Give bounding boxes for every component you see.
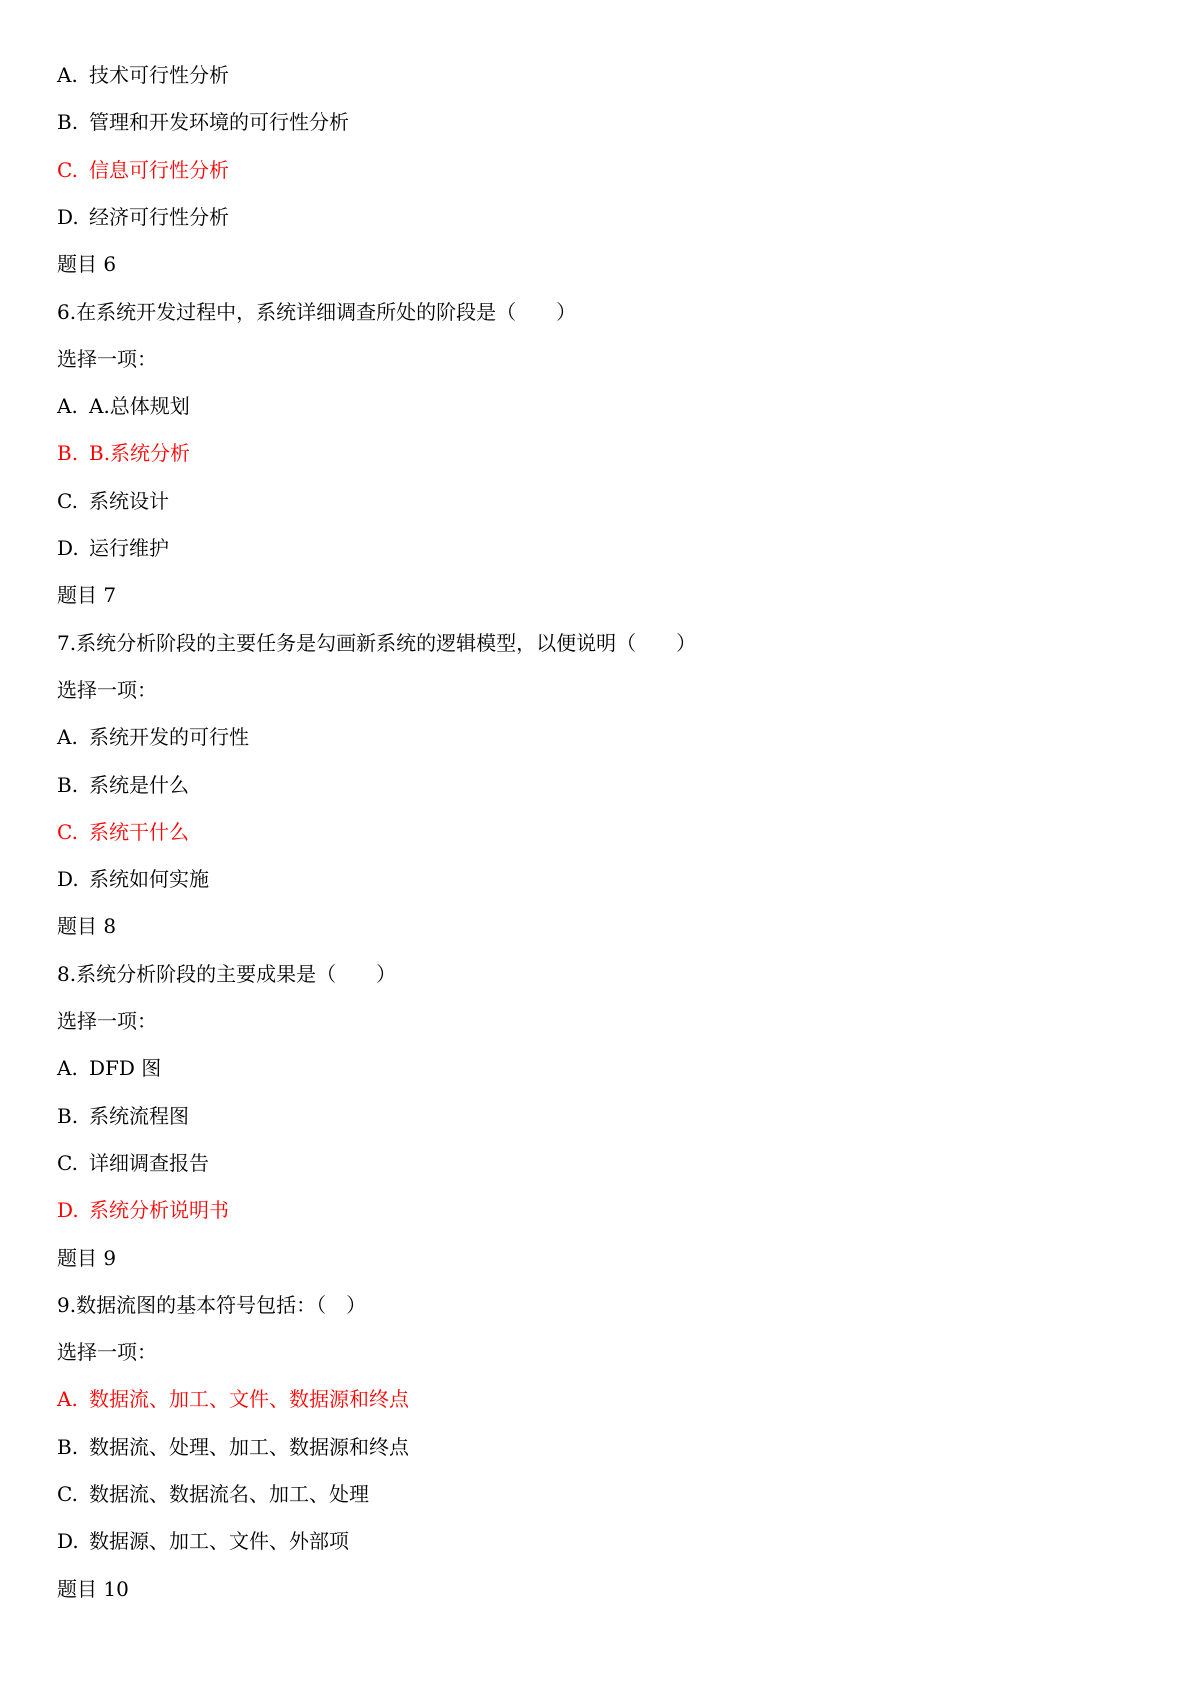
question-number-heading: 题目 9: [57, 1246, 117, 1270]
option-letter: C.: [57, 1151, 78, 1175]
option-text: 数据流、数据流名、加工、处理: [89, 1482, 369, 1506]
answer-option: [57, 1103, 189, 1129]
option-text: B.系统分析: [89, 441, 191, 465]
question-number-heading: 题目 8: [57, 914, 117, 938]
question-number-heading: 题目 7: [57, 583, 117, 607]
answer-option: [57, 1434, 409, 1460]
answer-option: [57, 866, 209, 892]
choose-one-prompt: 选择一项：: [57, 1009, 157, 1033]
option-letter: D.: [57, 1529, 79, 1553]
question-text: 7.系统分析阶段的主要任务是勾画新系统的逻辑模型，以便说明（ ）: [57, 631, 697, 655]
question-text: 6.在系统开发过程中，系统详细调查所处的阶段是（ ）: [57, 300, 577, 324]
option-letter: B.: [57, 1104, 79, 1128]
option-letter: D.: [57, 1198, 79, 1222]
question-text: 8.系统分析阶段的主要成果是（ ）: [57, 962, 397, 986]
answer-option: [57, 157, 229, 183]
option-text: 系统干什么: [89, 820, 189, 844]
option-letter: C.: [57, 158, 78, 182]
option-text: 技术可行性分析: [89, 63, 229, 87]
answer-option: [57, 204, 229, 230]
answer-option: [57, 488, 169, 514]
answer-option: [57, 724, 249, 750]
question-number-heading: 题目 6: [57, 252, 117, 276]
answer-option: [57, 1197, 229, 1223]
answer-option: [57, 1055, 161, 1081]
option-letter: B.: [57, 773, 79, 797]
option-text: DFD 图: [89, 1056, 162, 1080]
option-text: 系统流程图: [89, 1104, 189, 1128]
question-number-heading: 题目 10: [57, 1577, 129, 1601]
answer-option: [57, 1150, 209, 1176]
option-text: 详细调查报告: [89, 1151, 209, 1175]
answer-option: [57, 772, 189, 798]
option-text: 数据源、加工、文件、外部项: [89, 1529, 349, 1553]
option-letter: A.: [57, 394, 78, 418]
option-text: 系统开发的可行性: [89, 725, 249, 749]
answer-option: [57, 393, 190, 419]
option-text: 系统是什么: [89, 773, 189, 797]
answer-option: [57, 1528, 349, 1554]
option-text: 系统设计: [89, 489, 169, 513]
option-letter: C.: [57, 820, 78, 844]
option-text: 数据流、处理、加工、数据源和终点: [89, 1435, 409, 1459]
option-letter: B.: [57, 1435, 79, 1459]
option-letter: A.: [57, 725, 78, 749]
option-letter: B.: [57, 441, 79, 465]
option-text: 系统如何实施: [89, 867, 209, 891]
answer-option: [57, 1481, 369, 1507]
option-text: 信息可行性分析: [89, 158, 229, 182]
choose-one-prompt: 选择一项：: [57, 1340, 157, 1364]
option-text: 经济可行性分析: [89, 205, 229, 229]
answer-option: [57, 109, 349, 135]
option-letter: A.: [57, 1056, 78, 1080]
answer-option: [57, 440, 190, 466]
answer-option: [57, 1386, 409, 1412]
option-letter: C.: [57, 1482, 78, 1506]
option-letter: D.: [57, 205, 79, 229]
option-letter: C.: [57, 489, 78, 513]
option-letter: A.: [57, 1387, 78, 1411]
option-letter: B.: [57, 110, 79, 134]
option-letter: D.: [57, 536, 79, 560]
option-text: 系统分析说明书: [89, 1198, 229, 1222]
answer-option: [57, 535, 169, 561]
option-text: 运行维护: [89, 536, 169, 560]
question-text: 9.数据流图的基本符号包括：（ ）: [57, 1293, 367, 1317]
option-text: 管理和开发环境的可行性分析: [89, 110, 349, 134]
option-text: 数据流、加工、文件、数据源和终点: [89, 1387, 409, 1411]
choose-one-prompt: 选择一项：: [57, 678, 157, 702]
answer-option: [57, 62, 229, 88]
option-letter: D.: [57, 867, 79, 891]
answer-option: [57, 819, 189, 845]
option-text: A.总体规划: [89, 394, 190, 418]
option-letter: A.: [57, 63, 78, 87]
choose-one-prompt: 选择一项：: [57, 347, 157, 371]
